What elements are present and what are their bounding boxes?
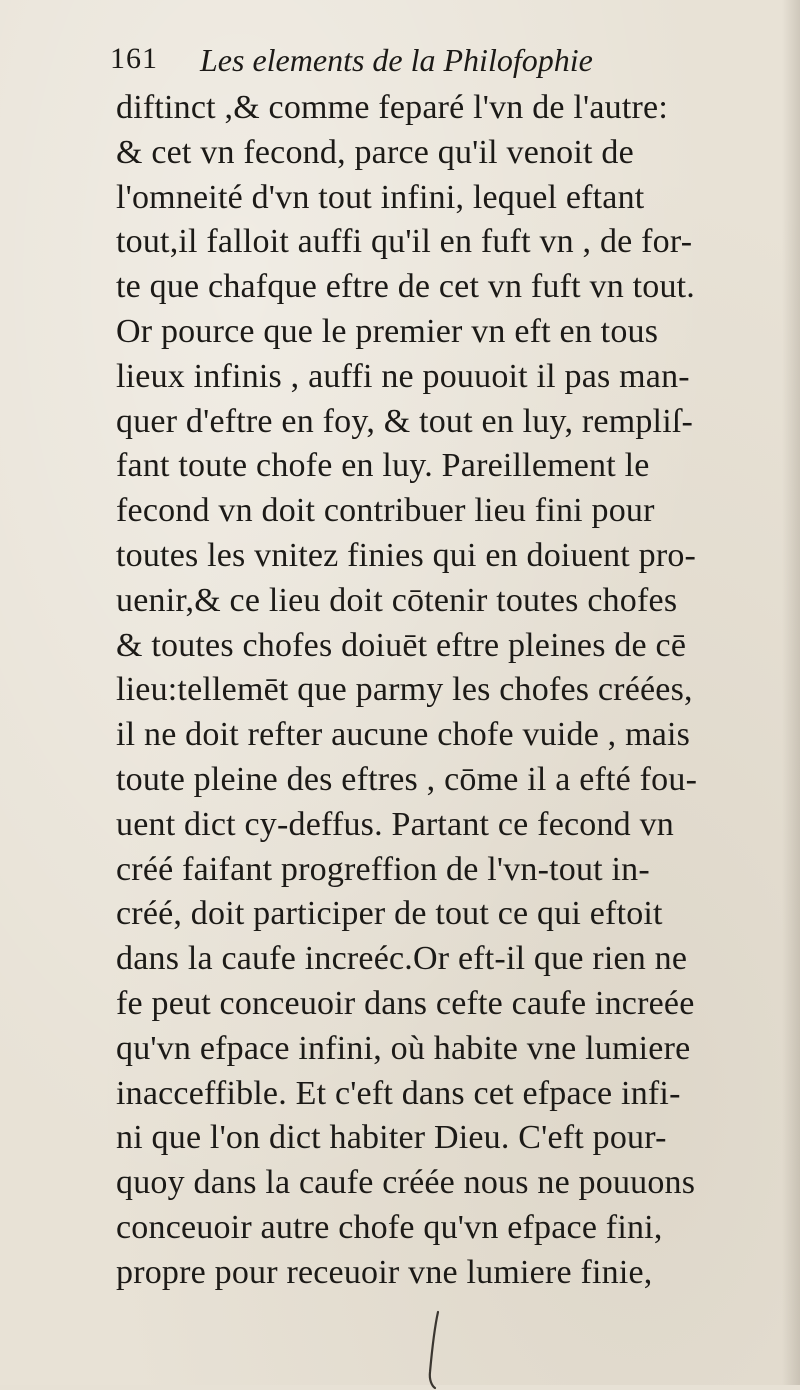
text-line: uent dict cy-deffus. Partant ce fecond vn [116, 805, 674, 843]
text-line: uenir,& ce lieu doit cōtenir toutes chofes [116, 581, 678, 619]
running-title: Les elements de la Philofophie [200, 42, 593, 78]
text-line: fant toute chofe en luy. Pareillement le [116, 447, 650, 485]
text-line: quer d'eftre en foy, & tout en luy, rempliſ- [116, 402, 694, 440]
ink-stroke-mark [420, 1310, 450, 1390]
text-line: lieu:tellemēt que parmy les chofes créées, [116, 671, 693, 709]
text-line: te que chafque eftre de cet vn fuft vn tout. [116, 268, 695, 306]
page-header [110, 42, 670, 82]
text-line: conceuoir autre chofe qu'vn efpace fini, [116, 1208, 663, 1246]
text-line: toutes les vnitez finies qui en doiuent pro- [116, 536, 697, 574]
text-line: créé faifant progreffion de l'vn-tout in- [116, 850, 650, 888]
text-line: Or pource que le premier vn eft en tous [116, 312, 659, 350]
text-line: fecond vn doit contribuer lieu fini pour [116, 492, 655, 530]
text-line: lieux infinis , auffi ne pouuoit il pas man- [116, 357, 690, 395]
text-line: qu'vn efpace infini, où habite vne lumiere [116, 1029, 691, 1067]
body-text [116, 86, 786, 1296]
text-line: & toutes chofes doiuēt eftre pleines de cē [116, 626, 687, 664]
text-line: inacceffible. Et c'eft dans cet efpace infi- [116, 1074, 681, 1112]
text-line: ni que l'on dict habiter Dieu. C'eft pour- [116, 1119, 667, 1157]
text-line: diftinct ,& comme feparé l'vn de l'autre: [116, 89, 668, 126]
text-line: tout,il falloit auffi qu'il en fuft vn , de for- [116, 223, 693, 261]
text-line: il ne doit refter aucune chofe vuide , mais [116, 716, 691, 754]
page-number: 161 [110, 42, 158, 75]
text-line: fe peut conceuoir dans cefte caufe increée [116, 984, 695, 1022]
text-line: l'omneité d'vn tout infini, lequel eftant [116, 178, 645, 216]
text-line: dans la caufe increéc.Or eft-il que rien ne [116, 940, 688, 978]
text-line: créé, doit participer de tout ce qui eftoit [116, 895, 663, 933]
text-line: toute pleine des eftres , cōme il a efté fou- [116, 760, 698, 798]
text-line: propre pour receuoir vne lumiere finie, [116, 1253, 653, 1291]
text-line: & cet vn fecond, parce qu'il venoit de [116, 133, 634, 171]
text-line: quoy dans la caufe créée nous ne pouuons [116, 1164, 696, 1202]
